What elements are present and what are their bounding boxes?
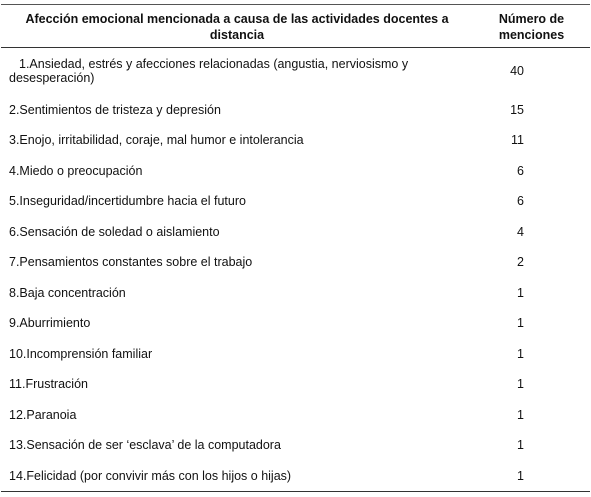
row-value: 1 bbox=[517, 346, 524, 361]
table-row bbox=[1, 339, 590, 370]
row-label: 3.Enojo, irritabilidad, coraje, mal humor e intolerancia bbox=[9, 133, 304, 148]
table-row bbox=[1, 95, 590, 126]
row-label: 8.Baja concentración bbox=[9, 285, 126, 300]
table-row bbox=[1, 125, 590, 156]
table-row bbox=[1, 369, 590, 400]
row-value: 40 bbox=[510, 64, 524, 79]
row-label: 13.Sensación de ser ‘esclava’ de la computadora bbox=[9, 438, 281, 453]
row-label: 7.Pensamientos constantes sobre el trabajo bbox=[9, 255, 253, 270]
row-label: 10.Incomprensión familiar bbox=[9, 346, 153, 361]
row-label: 6.Sensación de soledad o aislamiento bbox=[9, 224, 220, 239]
table-row bbox=[1, 156, 590, 187]
row-value: 11 bbox=[511, 133, 524, 148]
row-value: 6 bbox=[517, 163, 524, 178]
data-table-container bbox=[1, 4, 590, 492]
row-label: 4.Miedo o preocupación bbox=[9, 163, 143, 178]
row-value: 6 bbox=[517, 194, 524, 209]
emotional-affections-table bbox=[1, 4, 590, 492]
row-label: 12.Paranoia bbox=[9, 407, 77, 422]
row-label: 5.Inseguridad/incertidumbre hacia el futuro bbox=[9, 194, 246, 209]
table-row bbox=[1, 461, 590, 492]
row-label: 9.Aburrimiento bbox=[9, 316, 91, 331]
row-value: 1 bbox=[517, 377, 524, 392]
header-affection: Afección emocional mencionada a causa de las actividades docentes a distancia bbox=[1, 5, 473, 48]
row-value: 1 bbox=[517, 438, 524, 453]
row-value: 15 bbox=[510, 102, 524, 117]
row-label: 2.Sentimientos de tristeza y depresión bbox=[9, 102, 221, 117]
header-row bbox=[1, 5, 590, 48]
row-value: 1 bbox=[517, 407, 524, 422]
row-label: 1.Ansiedad, estrés y afecciones relacionadas (angustia, nerviosismo y desesperación) bbox=[9, 57, 409, 86]
table-row bbox=[1, 217, 590, 248]
table-row bbox=[1, 247, 590, 278]
row-label: 14.Felicidad (por convivir más con los hijos o hijas) bbox=[1, 461, 473, 492]
header-mentions: Número de menciones bbox=[473, 5, 590, 48]
row-value: 2 bbox=[517, 255, 524, 270]
row-value: 4 bbox=[517, 224, 524, 239]
table-header bbox=[1, 5, 590, 48]
row-label: 11.Frustración bbox=[9, 377, 88, 392]
table-row bbox=[1, 48, 590, 95]
table-body bbox=[1, 48, 590, 492]
table-row bbox=[1, 400, 590, 431]
table-row bbox=[1, 186, 590, 217]
table-row bbox=[1, 278, 590, 309]
row-value: 1 bbox=[473, 461, 590, 492]
row-value: 1 bbox=[517, 285, 524, 300]
table-row bbox=[1, 430, 590, 461]
table-row bbox=[1, 308, 590, 339]
row-value: 1 bbox=[517, 316, 524, 331]
